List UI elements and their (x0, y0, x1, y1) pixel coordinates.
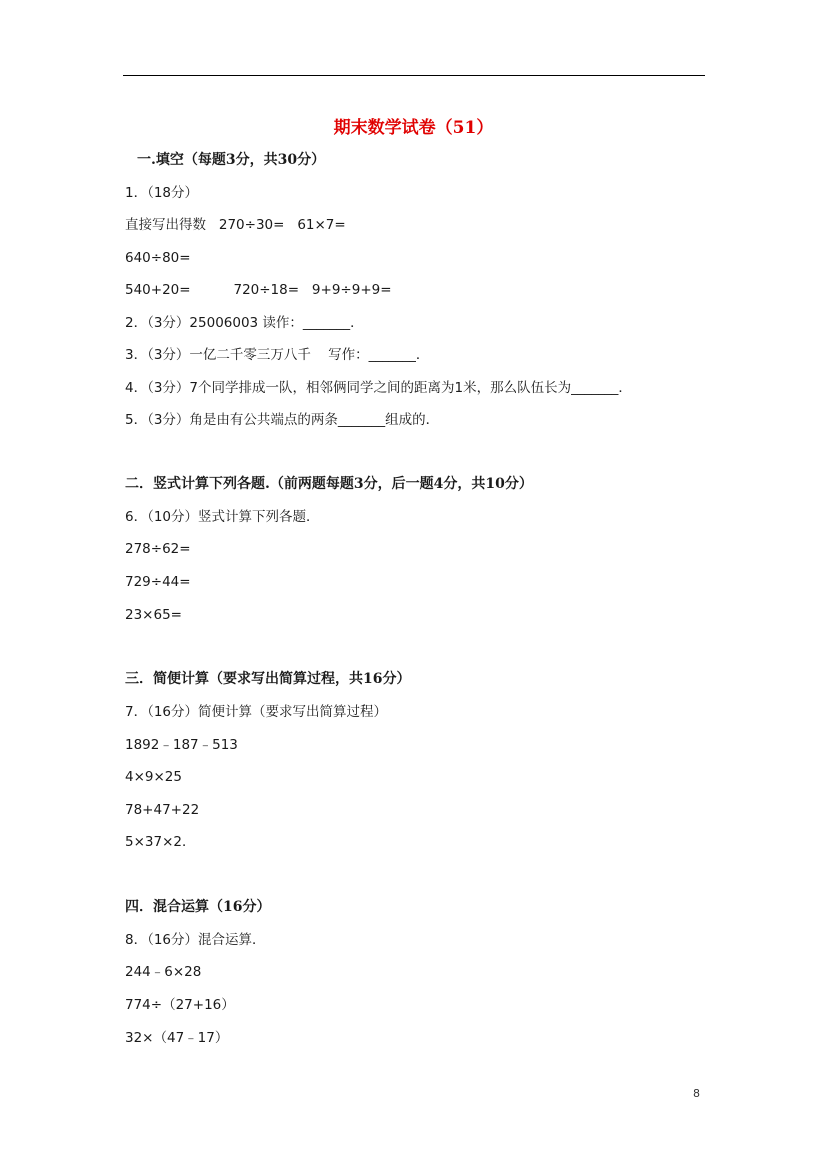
page-number: 8 (693, 1087, 700, 1100)
question-8-line-1: 244﹣6×28 (125, 964, 202, 980)
question-6: 6．（10分）竖式计算下列各题． (125, 509, 320, 525)
question-8-line-3: 32×（47﹣17） (125, 1030, 229, 1046)
question-4: 4．（3分）7个同学排成一队，相邻俩同学之间的距离为1米，那么队伍长为_______． (125, 380, 632, 396)
header-rule (123, 75, 705, 76)
question-1-line-2: 640÷80= (125, 250, 191, 266)
question-1-line-1: 直接写出得数 270÷30= 61×7= (125, 217, 346, 233)
question-6-line-1: 278÷62= (125, 541, 191, 557)
section-heading-1: 一.填空（每题3分，共30分） (137, 152, 326, 168)
section-heading-3: 三．简便计算（要求写出简算过程，共16分） (125, 671, 411, 687)
question-7-line-2: 4×9×25 (125, 769, 182, 785)
question-7-line-3: 78+47+22 (125, 802, 200, 818)
question-3: 3．（3分）一亿二千零三万八千 写作：_______． (125, 347, 430, 363)
question-5: 5．（3分）角是由有公共端点的两条_______组成的． (125, 412, 440, 428)
section-heading-2: 二．竖式计算下列各题.（前两题每题3分，后一题4分，共10分） (125, 476, 533, 492)
question-1: 1．（18分） (125, 185, 199, 201)
question-2: 2．（3分）25006003 读作：_______． (125, 315, 364, 331)
question-8-line-2: 774÷（27+16） (125, 997, 235, 1013)
question-8: 8．（16分）混合运算． (125, 932, 266, 948)
question-6-line-2: 729÷44= (125, 574, 191, 590)
question-7: 7．（16分）简便计算（要求写出简算过程） (125, 704, 388, 720)
section-heading-4: 四．混合运算（16分） (125, 899, 271, 915)
question-7-line-1: 1892﹣187﹣513 (125, 737, 238, 753)
question-6-line-3: 23×65= (125, 607, 182, 623)
page-title: 期末数学试卷（51） (333, 118, 494, 138)
question-1-line-3: 540+20= 720÷18= 9+9÷9+9= (125, 282, 392, 298)
question-7-line-4: 5×37×2． (125, 834, 196, 850)
